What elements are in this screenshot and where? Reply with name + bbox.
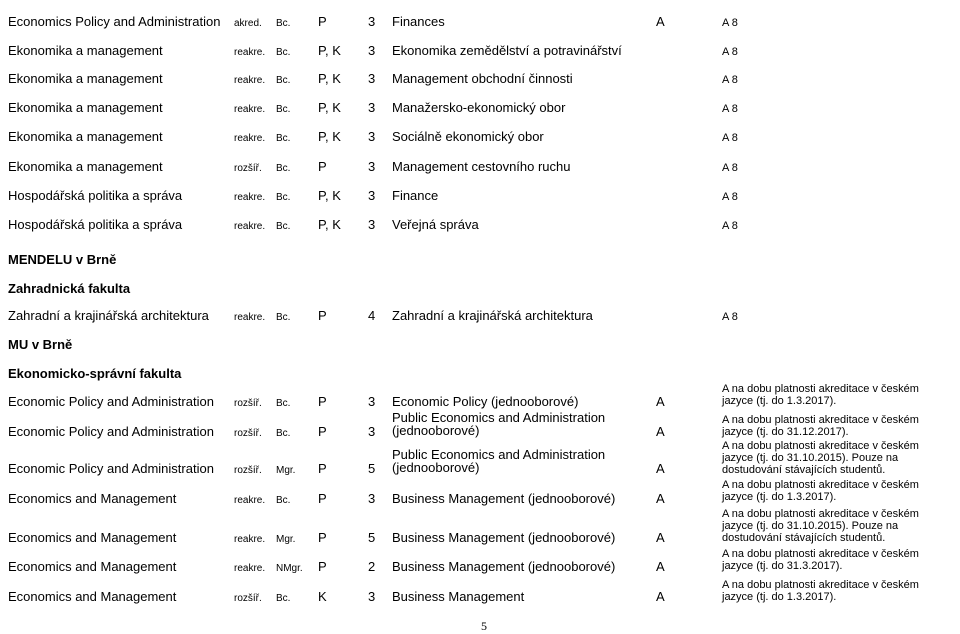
program-name: Economics Policy and Administration <box>8 14 221 29</box>
study-length: 3 <box>368 71 376 86</box>
accreditation-type: rozšíř. <box>234 398 262 409</box>
study-form: P, K <box>318 217 341 232</box>
program-name: Economics and Management <box>8 491 177 506</box>
table-row <box>0 309 960 329</box>
result: A <box>656 559 665 574</box>
accreditation-type: reakre. <box>234 75 266 86</box>
result: A <box>656 14 665 29</box>
university-header-mu: MU v Brně <box>8 337 73 352</box>
field-name: Management obchodní činnosti <box>392 71 573 86</box>
university-header-mendelu: MENDELU v Brně <box>8 252 117 267</box>
study-form: P <box>318 461 327 476</box>
field-name-line: (jednooborové) <box>392 460 480 475</box>
program-name: Zahradní a krajinářská architektura <box>8 308 209 323</box>
program-name: Ekonomika a management <box>8 71 163 86</box>
accreditation-type: reakre. <box>234 495 266 506</box>
degree: Bc. <box>276 75 291 86</box>
field-name-line: (jednooborové) <box>392 423 480 438</box>
accreditation-type: rozšíř. <box>234 428 262 439</box>
note-line: dostudování stávajících studentů. <box>722 464 886 476</box>
table-row <box>0 160 960 180</box>
note-line: A na dobu platnosti akreditace v českém <box>722 508 919 520</box>
study-length: 3 <box>368 14 376 29</box>
program-name: Hospodářská politika a správa <box>8 217 183 232</box>
degree: Bc. <box>276 398 291 409</box>
study-form: P <box>318 394 327 409</box>
accreditation-note <box>722 479 919 503</box>
accreditation-type: reakre. <box>234 104 266 115</box>
accreditation-note <box>722 579 919 603</box>
note-line: A na dobu platnosti akreditace v českém <box>722 414 919 426</box>
validity: A 8 <box>722 17 738 29</box>
accreditation-note <box>722 383 919 407</box>
degree: Bc. <box>276 221 291 232</box>
program-name: Economics and Management <box>8 530 177 545</box>
study-length: 5 <box>368 461 376 476</box>
table-row <box>0 15 960 35</box>
degree: Mgr. <box>276 534 296 545</box>
study-form: P <box>318 424 327 439</box>
accreditation-type: reakre. <box>234 133 266 144</box>
field-name-line: Business Management (jednooborové) <box>392 530 616 545</box>
validity: A 8 <box>722 311 738 323</box>
accreditation-type: reakre. <box>234 221 266 232</box>
faculty-header-horticulture: Zahradnická fakulta <box>8 281 131 296</box>
field-name: Manažersko-ekonomický obor <box>392 100 566 115</box>
program-name: Economic Policy and Administration <box>8 424 214 439</box>
validity: A 8 <box>722 162 738 174</box>
program-name: Ekonomika a management <box>8 129 163 144</box>
field-name-line: Economic Policy (jednooborové) <box>392 394 579 409</box>
study-length: 3 <box>368 424 376 439</box>
note-line: A na dobu platnosti akreditace v českém <box>722 383 919 395</box>
field-name: Zahradní a krajinářská architektura <box>392 308 593 323</box>
program-name: Hospodářská politika a správa <box>8 188 183 203</box>
accreditation-note <box>722 508 919 544</box>
study-form: P, K <box>318 71 341 86</box>
program-name: Economics and Management <box>8 589 177 604</box>
study-length: 2 <box>368 559 376 574</box>
degree: Bc. <box>276 192 291 203</box>
note-line: jazyce (tj. do 31.3.2017). <box>722 560 843 572</box>
study-length: 4 <box>368 308 376 323</box>
study-form: P, K <box>318 188 341 203</box>
note-line: jazyce (tj. do 31.12.2017). <box>722 426 849 438</box>
validity: A 8 <box>722 103 738 115</box>
accreditation-note <box>722 414 919 438</box>
accreditation-type: rozšíř. <box>234 465 262 476</box>
note-line: A na dobu platnosti akreditace v českém <box>722 479 919 491</box>
accreditation-type: rozšíř. <box>234 163 262 174</box>
field-name: Sociálně ekonomický obor <box>392 129 544 144</box>
result: A <box>656 461 665 476</box>
result: A <box>656 394 665 409</box>
validity: A 8 <box>722 220 738 232</box>
degree: Bc. <box>276 133 291 144</box>
program-name: Economic Policy and Administration <box>8 461 214 476</box>
program-name: Ekonomika a management <box>8 159 163 174</box>
study-form: P, K <box>318 129 341 144</box>
study-form: P <box>318 308 327 323</box>
note-line: A na dobu platnosti akreditace v českém <box>722 579 919 591</box>
field-name-line: Business Management <box>392 589 525 604</box>
degree: Bc. <box>276 18 291 29</box>
accreditation-type: reakre. <box>234 534 266 545</box>
program-name: Economics and Management <box>8 559 177 574</box>
study-length: 3 <box>368 589 376 604</box>
note-line: jazyce (tj. do 31.10.2015). Pouze na <box>722 452 899 464</box>
field-name-line: Business Management (jednooborové) <box>392 559 616 574</box>
accreditation-type: reakre. <box>234 192 266 203</box>
degree: Bc. <box>276 495 291 506</box>
accreditation-type: rozšíř. <box>234 593 262 604</box>
note-line: jazyce (tj. do 1.3.2017). <box>722 395 837 407</box>
validity: A 8 <box>722 132 738 144</box>
degree: Bc. <box>276 312 291 323</box>
accreditation-type: reakre. <box>234 312 266 323</box>
study-length: 3 <box>368 188 376 203</box>
field-name: Management cestovního ruchu <box>392 159 571 174</box>
table-row <box>0 218 960 238</box>
degree: Bc. <box>276 163 291 174</box>
result: A <box>656 530 665 545</box>
note-line: A na dobu platnosti akreditace v českém <box>722 440 919 452</box>
page-number: 5 <box>481 619 487 633</box>
field-name-line: Public Economics and Administration <box>392 410 606 425</box>
faculty-header-economics: Ekonomicko-správní fakulta <box>8 366 182 381</box>
study-length: 5 <box>368 530 376 545</box>
field-name-line: Public Economics and Administration <box>392 447 606 462</box>
note-line: jazyce (tj. do 31.10.2015). Pouze na <box>722 520 899 532</box>
study-form: P <box>318 159 327 174</box>
study-form: P <box>318 559 327 574</box>
program-name: Economic Policy and Administration <box>8 394 214 409</box>
result: A <box>656 589 665 604</box>
accreditation-note <box>722 440 919 476</box>
accreditation-note <box>722 548 919 572</box>
study-form: P <box>318 14 327 29</box>
degree: Mgr. <box>276 465 296 476</box>
field-name-line: Business Management (jednooborové) <box>392 491 616 506</box>
validity: A 8 <box>722 74 738 86</box>
degree: Bc. <box>276 428 291 439</box>
study-length: 3 <box>368 217 376 232</box>
study-length: 3 <box>368 100 376 115</box>
degree: Bc. <box>276 104 291 115</box>
study-length: 3 <box>368 491 376 506</box>
degree: Bc. <box>276 47 291 58</box>
study-form: K <box>318 589 327 604</box>
field-name: Finances <box>392 14 445 29</box>
table-row <box>0 189 960 209</box>
field-name: Veřejná správa <box>392 217 479 232</box>
field-name: Finance <box>392 188 439 203</box>
table-row <box>0 44 960 64</box>
study-form: P, K <box>318 43 341 58</box>
accreditation-type: akred. <box>234 18 262 29</box>
validity: A 8 <box>722 46 738 58</box>
study-length: 3 <box>368 394 376 409</box>
note-line: A na dobu platnosti akreditace v českém <box>722 548 919 560</box>
program-name: Ekonomika a management <box>8 43 163 58</box>
table-row <box>0 130 960 150</box>
result: A <box>656 491 665 506</box>
accreditation-type: reakre. <box>234 563 266 574</box>
table-row <box>0 72 960 92</box>
study-form: P <box>318 491 327 506</box>
table-row <box>0 101 960 121</box>
study-length: 3 <box>368 43 376 58</box>
degree: NMgr. <box>276 563 303 574</box>
study-form: P <box>318 530 327 545</box>
study-length: 3 <box>368 129 376 144</box>
result: A <box>656 424 665 439</box>
field-name: Ekonomika zemědělství a potravinářství <box>392 43 622 58</box>
accreditation-type: reakre. <box>234 47 266 58</box>
study-form: P, K <box>318 100 341 115</box>
study-length: 3 <box>368 159 376 174</box>
note-line: jazyce (tj. do 1.3.2017). <box>722 591 837 603</box>
program-name: Ekonomika a management <box>8 100 163 115</box>
note-line: jazyce (tj. do 1.3.2017). <box>722 491 837 503</box>
validity: A 8 <box>722 191 738 203</box>
degree: Bc. <box>276 593 291 604</box>
note-line: dostudování stávajících studentů. <box>722 532 886 544</box>
